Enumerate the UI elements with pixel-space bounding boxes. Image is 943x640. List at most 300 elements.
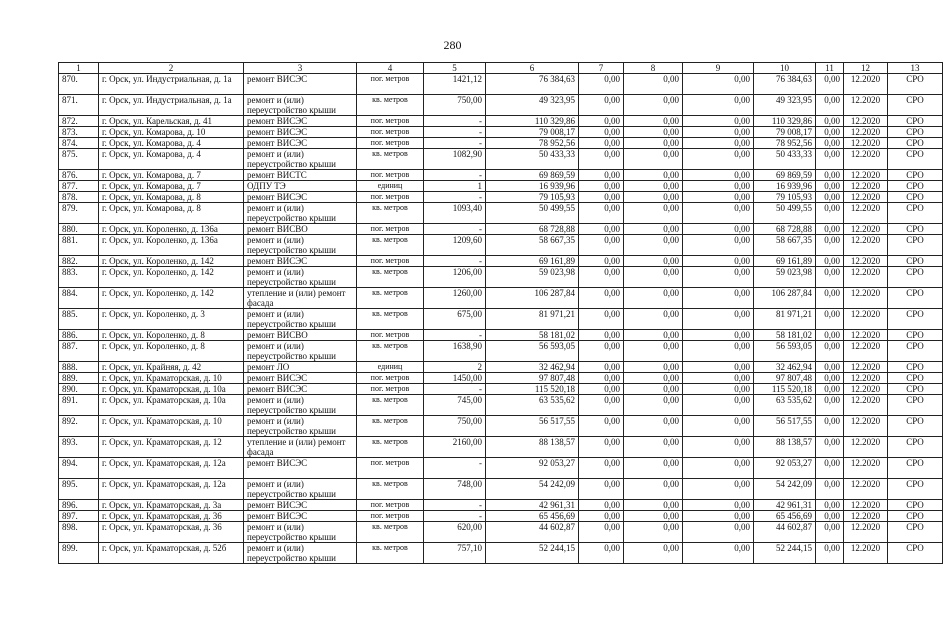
cell-work: ремонт ВИСЭС [244,74,357,95]
cell-c8: 0,00 [624,500,683,511]
cell-addr: г. Орск, ул. Короленко, д. 142 [99,267,244,288]
cell-n: 880. [59,224,99,235]
cell-c9: 0,00 [683,384,754,395]
cell-c9: 0,00 [683,181,754,192]
column-header: 8 [624,63,683,74]
cell-c7: 0,00 [579,309,624,330]
cell-n: 881. [59,235,99,256]
cell-addr: г. Орск, ул. Крайняя, д. 42 [99,362,244,373]
cell-c11: 0,00 [816,138,844,149]
cell-c10: 54 242,09 [754,479,816,500]
cell-addr: г. Орск, ул. Короленко, д. 8 [99,341,244,362]
table-row [59,181,943,192]
cell-c10: 79 008,17 [754,127,816,138]
cell-unit: кв. метров [357,341,424,362]
cell-n: 895. [59,479,99,500]
column-header: 13 [888,63,943,74]
cell-area: 1450,00 [424,373,486,384]
cell-c9: 0,00 [683,416,754,437]
cell-c9: 0,00 [683,479,754,500]
cell-date: 12.2020 [844,181,888,192]
cell-work: утепление и (или) ремонт фасада [244,437,357,458]
cell-total: 106 287,84 [486,288,579,309]
cell-c7: 0,00 [579,203,624,224]
cell-c10: 52 244,15 [754,543,816,564]
cell-c9: 0,00 [683,192,754,203]
cell-addr: г. Орск, ул. Карельская, д. 41 [99,116,244,127]
cell-area: - [424,116,486,127]
cell-c8: 0,00 [624,522,683,543]
column-header: 9 [683,63,754,74]
cell-area: 620,00 [424,522,486,543]
cell-addr: г. Орск, ул. Краматорская, д. 10а [99,384,244,395]
cell-c8: 0,00 [624,362,683,373]
cell-work: ремонт ВИСЭС [244,384,357,395]
cell-n: 888. [59,362,99,373]
cell-addr: г. Орск, ул. Короленко, д. 8 [99,330,244,341]
cell-c9: 0,00 [683,95,754,116]
cell-area: 1 [424,181,486,192]
cell-addr: г. Орск, ул. Краматорская, д. 10 [99,416,244,437]
table-row [59,224,943,235]
cell-src: СРО [888,235,943,256]
cell-addr: г. Орск, ул. Краматорская, д. 10 [99,373,244,384]
cell-src: СРО [888,458,943,479]
cell-c7: 0,00 [579,288,624,309]
cell-c8: 0,00 [624,95,683,116]
cell-total: 78 952,56 [486,138,579,149]
cell-c11: 0,00 [816,203,844,224]
cell-c9: 0,00 [683,458,754,479]
cell-area: - [424,127,486,138]
cell-c10: 69 869,59 [754,170,816,181]
cell-c7: 0,00 [579,95,624,116]
cell-work: ремонт и (или) переустройство крыши [244,309,357,330]
cell-c11: 0,00 [816,127,844,138]
table-row [59,309,943,330]
cell-src: СРО [888,224,943,235]
cell-addr: г. Орск, ул. Короленко, д. 142 [99,288,244,309]
column-header: 3 [244,63,357,74]
cell-src: СРО [888,192,943,203]
cell-area: - [424,192,486,203]
cell-n: 896. [59,500,99,511]
cell-work: ремонт ВИСЭС [244,373,357,384]
cell-area: - [424,511,486,522]
cell-src: СРО [888,543,943,564]
cell-unit: кв. метров [357,235,424,256]
table-row [59,384,943,395]
cell-c11: 0,00 [816,437,844,458]
cell-c10: 106 287,84 [754,288,816,309]
cell-area: 745,00 [424,395,486,416]
cell-src: СРО [888,127,943,138]
cell-n: 875. [59,149,99,170]
cell-unit: кв. метров [357,309,424,330]
cell-c11: 0,00 [816,267,844,288]
cell-work: ремонт ВИСВО [244,224,357,235]
cell-c9: 0,00 [683,522,754,543]
cell-c8: 0,00 [624,181,683,192]
cell-c11: 0,00 [816,416,844,437]
cell-area: 1260,00 [424,288,486,309]
cell-date: 12.2020 [844,235,888,256]
cell-c8: 0,00 [624,267,683,288]
cell-n: 898. [59,522,99,543]
cell-addr: г. Орск, ул. Индустриальная, д. 1а [99,95,244,116]
cell-total: 79 105,93 [486,192,579,203]
cell-n: 870. [59,74,99,95]
column-header: 7 [579,63,624,74]
cell-c11: 0,00 [816,95,844,116]
cell-c11: 0,00 [816,288,844,309]
cell-work: ремонт ВИСЭС [244,116,357,127]
cell-work: ремонт и (или) переустройство крыши [244,479,357,500]
cell-c10: 59 023,98 [754,267,816,288]
cell-unit: пог. метров [357,192,424,203]
cell-n: 891. [59,395,99,416]
repair-schedule-table [58,62,943,564]
table-row [59,267,943,288]
cell-c11: 0,00 [816,511,844,522]
cell-c8: 0,00 [624,127,683,138]
cell-c8: 0,00 [624,341,683,362]
cell-c8: 0,00 [624,458,683,479]
cell-c9: 0,00 [683,395,754,416]
cell-total: 44 602,87 [486,522,579,543]
cell-total: 110 329,86 [486,116,579,127]
cell-c7: 0,00 [579,267,624,288]
cell-c11: 0,00 [816,458,844,479]
cell-date: 12.2020 [844,373,888,384]
cell-c11: 0,00 [816,224,844,235]
cell-unit: кв. метров [357,522,424,543]
cell-src: СРО [888,203,943,224]
cell-total: 58 667,35 [486,235,579,256]
cell-c10: 16 939,96 [754,181,816,192]
cell-total: 56 517,55 [486,416,579,437]
cell-total: 42 961,31 [486,500,579,511]
cell-c10: 110 329,86 [754,116,816,127]
cell-c11: 0,00 [816,330,844,341]
cell-src: СРО [888,395,943,416]
cell-date: 12.2020 [844,416,888,437]
cell-area: - [424,256,486,267]
cell-date: 12.2020 [844,395,888,416]
cell-unit: пог. метров [357,256,424,267]
cell-c8: 0,00 [624,373,683,384]
cell-c8: 0,00 [624,235,683,256]
cell-c8: 0,00 [624,138,683,149]
cell-work: ремонт ВИСЭС [244,458,357,479]
cell-total: 115 520,18 [486,384,579,395]
cell-area: 757,10 [424,543,486,564]
cell-area: - [424,138,486,149]
cell-total: 92 053,27 [486,458,579,479]
cell-unit: кв. метров [357,416,424,437]
cell-c10: 58 181,02 [754,330,816,341]
cell-c9: 0,00 [683,341,754,362]
table-row [59,235,943,256]
cell-date: 12.2020 [844,309,888,330]
cell-c10: 32 462,94 [754,362,816,373]
cell-n: 873. [59,127,99,138]
cell-date: 12.2020 [844,203,888,224]
cell-c10: 44 602,87 [754,522,816,543]
cell-src: СРО [888,416,943,437]
cell-src: СРО [888,373,943,384]
cell-c9: 0,00 [683,256,754,267]
cell-work: ремонт и (или) переустройство крыши [244,543,357,564]
cell-c10: 63 535,62 [754,395,816,416]
cell-c8: 0,00 [624,74,683,95]
cell-c7: 0,00 [579,500,624,511]
cell-date: 12.2020 [844,267,888,288]
cell-unit: кв. метров [357,203,424,224]
cell-c7: 0,00 [579,181,624,192]
cell-c11: 0,00 [816,309,844,330]
cell-src: СРО [888,170,943,181]
cell-addr: г. Орск, ул. Краматорская, д. 3а [99,500,244,511]
cell-addr: г. Орск, ул. Индустриальная, д. 1а [99,74,244,95]
cell-c8: 0,00 [624,511,683,522]
cell-addr: г. Орск, ул. Комарова, д. 7 [99,170,244,181]
cell-unit: кв. метров [357,395,424,416]
cell-date: 12.2020 [844,522,888,543]
cell-unit: пог. метров [357,330,424,341]
cell-n: 876. [59,170,99,181]
cell-c7: 0,00 [579,522,624,543]
cell-c10: 88 138,57 [754,437,816,458]
cell-src: СРО [888,341,943,362]
cell-n: 884. [59,288,99,309]
cell-area: - [424,330,486,341]
cell-total: 79 008,17 [486,127,579,138]
cell-work: ремонт ВИСВО [244,330,357,341]
cell-src: СРО [888,288,943,309]
cell-area: 675,00 [424,309,486,330]
cell-c8: 0,00 [624,149,683,170]
cell-c7: 0,00 [579,416,624,437]
cell-c8: 0,00 [624,192,683,203]
cell-addr: г. Орск, ул. Короленко, д. 142 [99,256,244,267]
cell-work: ремонт ВИСТС [244,170,357,181]
cell-n: 893. [59,437,99,458]
cell-c10: 92 053,27 [754,458,816,479]
cell-work: ремонт ВИСЭС [244,256,357,267]
cell-addr: г. Орск, ул. Короленко, д. 3 [99,309,244,330]
cell-total: 52 244,15 [486,543,579,564]
cell-total: 76 384,63 [486,74,579,95]
cell-unit: пог. метров [357,170,424,181]
cell-c11: 0,00 [816,181,844,192]
cell-total: 59 023,98 [486,267,579,288]
cell-unit: пог. метров [357,116,424,127]
cell-src: СРО [888,384,943,395]
cell-area: 2 [424,362,486,373]
cell-addr: г. Орск, ул. Краматорская, д. 10а [99,395,244,416]
cell-date: 12.2020 [844,362,888,373]
cell-n: 892. [59,416,99,437]
cell-c10: 115 520,18 [754,384,816,395]
cell-c7: 0,00 [579,127,624,138]
cell-unit: пог. метров [357,224,424,235]
cell-c10: 97 807,48 [754,373,816,384]
cell-n: 890. [59,384,99,395]
cell-c9: 0,00 [683,437,754,458]
cell-date: 12.2020 [844,224,888,235]
cell-date: 12.2020 [844,384,888,395]
table-row [59,362,943,373]
table-row [59,170,943,181]
cell-n: 885. [59,309,99,330]
cell-c10: 78 952,56 [754,138,816,149]
cell-c11: 0,00 [816,500,844,511]
cell-date: 12.2020 [844,170,888,181]
cell-area: 748,00 [424,479,486,500]
cell-work: ремонт ВИСЭС [244,138,357,149]
cell-c9: 0,00 [683,373,754,384]
cell-n: 872. [59,116,99,127]
cell-c8: 0,00 [624,116,683,127]
cell-date: 12.2020 [844,149,888,170]
cell-c10: 49 323,95 [754,95,816,116]
cell-area: 750,00 [424,416,486,437]
cell-c11: 0,00 [816,479,844,500]
cell-addr: г. Орск, ул. Короленко, д. 136а [99,235,244,256]
cell-c7: 0,00 [579,543,624,564]
cell-total: 54 242,09 [486,479,579,500]
cell-c8: 0,00 [624,224,683,235]
cell-c8: 0,00 [624,330,683,341]
cell-c9: 0,00 [683,138,754,149]
cell-addr: г. Орск, ул. Краматорская, д. 52б [99,543,244,564]
cell-area: 1421,12 [424,74,486,95]
cell-date: 12.2020 [844,500,888,511]
cell-area: 1209,60 [424,235,486,256]
cell-c9: 0,00 [683,500,754,511]
column-header: 10 [754,63,816,74]
table-row [59,458,943,479]
cell-n: 883. [59,267,99,288]
cell-c8: 0,00 [624,543,683,564]
cell-work: ОДПУ ТЭ [244,181,357,192]
cell-c11: 0,00 [816,341,844,362]
cell-c9: 0,00 [683,149,754,170]
table-row [59,74,943,95]
cell-addr: г. Орск, ул. Комарова, д. 4 [99,149,244,170]
cell-date: 12.2020 [844,330,888,341]
cell-work: ремонт и (или) переустройство крыши [244,149,357,170]
cell-c10: 56 517,55 [754,416,816,437]
cell-c7: 0,00 [579,373,624,384]
cell-addr: г. Орск, ул. Краматорская, д. 12а [99,479,244,500]
cell-unit: кв. метров [357,267,424,288]
cell-c10: 50 499,55 [754,203,816,224]
cell-total: 50 499,55 [486,203,579,224]
cell-work: ремонт ВИСЭС [244,500,357,511]
table-row [59,149,943,170]
cell-c8: 0,00 [624,384,683,395]
table-row [59,373,943,384]
cell-n: 877. [59,181,99,192]
table-row [59,203,943,224]
cell-c11: 0,00 [816,235,844,256]
column-header: 6 [486,63,579,74]
cell-total: 32 462,94 [486,362,579,373]
page-number: 280 [443,38,462,52]
cell-c9: 0,00 [683,511,754,522]
cell-c9: 0,00 [683,330,754,341]
cell-unit: единиц [357,181,424,192]
cell-total: 56 593,05 [486,341,579,362]
cell-date: 12.2020 [844,95,888,116]
cell-c8: 0,00 [624,309,683,330]
cell-n: 897. [59,511,99,522]
cell-c9: 0,00 [683,309,754,330]
cell-date: 12.2020 [844,127,888,138]
cell-area: 1082,90 [424,149,486,170]
cell-unit: кв. метров [357,479,424,500]
cell-src: СРО [888,511,943,522]
cell-n: 878. [59,192,99,203]
cell-src: СРО [888,522,943,543]
cell-addr: г. Орск, ул. Краматорская, д. 36 [99,511,244,522]
table-row [59,116,943,127]
header-row [59,63,943,74]
cell-src: СРО [888,74,943,95]
table-row [59,511,943,522]
cell-c8: 0,00 [624,256,683,267]
table-row [59,138,943,149]
cell-area: 750,00 [424,95,486,116]
cell-unit: пог. метров [357,458,424,479]
cell-n: 887. [59,341,99,362]
cell-work: ремонт и (или) переустройство крыши [244,341,357,362]
cell-c7: 0,00 [579,341,624,362]
table-row [59,192,943,203]
cell-unit: кв. метров [357,149,424,170]
cell-addr: г. Орск, ул. Комарова, д. 4 [99,138,244,149]
cell-date: 12.2020 [844,511,888,522]
cell-n: 886. [59,330,99,341]
cell-work: утепление и (или) ремонт фасада [244,288,357,309]
column-header: 11 [816,63,844,74]
cell-c10: 56 593,05 [754,341,816,362]
cell-c7: 0,00 [579,224,624,235]
table-row [59,416,943,437]
cell-total: 16 939,96 [486,181,579,192]
cell-c9: 0,00 [683,224,754,235]
cell-src: СРО [888,362,943,373]
table-row [59,543,943,564]
cell-c11: 0,00 [816,116,844,127]
cell-area: 2160,00 [424,437,486,458]
cell-date: 12.2020 [844,192,888,203]
cell-total: 69 161,89 [486,256,579,267]
cell-n: 874. [59,138,99,149]
cell-src: СРО [888,256,943,267]
cell-addr: г. Орск, ул. Краматорская, д. 36 [99,522,244,543]
cell-addr: г. Орск, ул. Короленко, д. 136а [99,224,244,235]
table-row [59,127,943,138]
column-header: 1 [59,63,99,74]
cell-total: 63 535,62 [486,395,579,416]
cell-work: ремонт ВИСЭС [244,127,357,138]
cell-c7: 0,00 [579,479,624,500]
cell-c7: 0,00 [579,170,624,181]
cell-c11: 0,00 [816,170,844,181]
